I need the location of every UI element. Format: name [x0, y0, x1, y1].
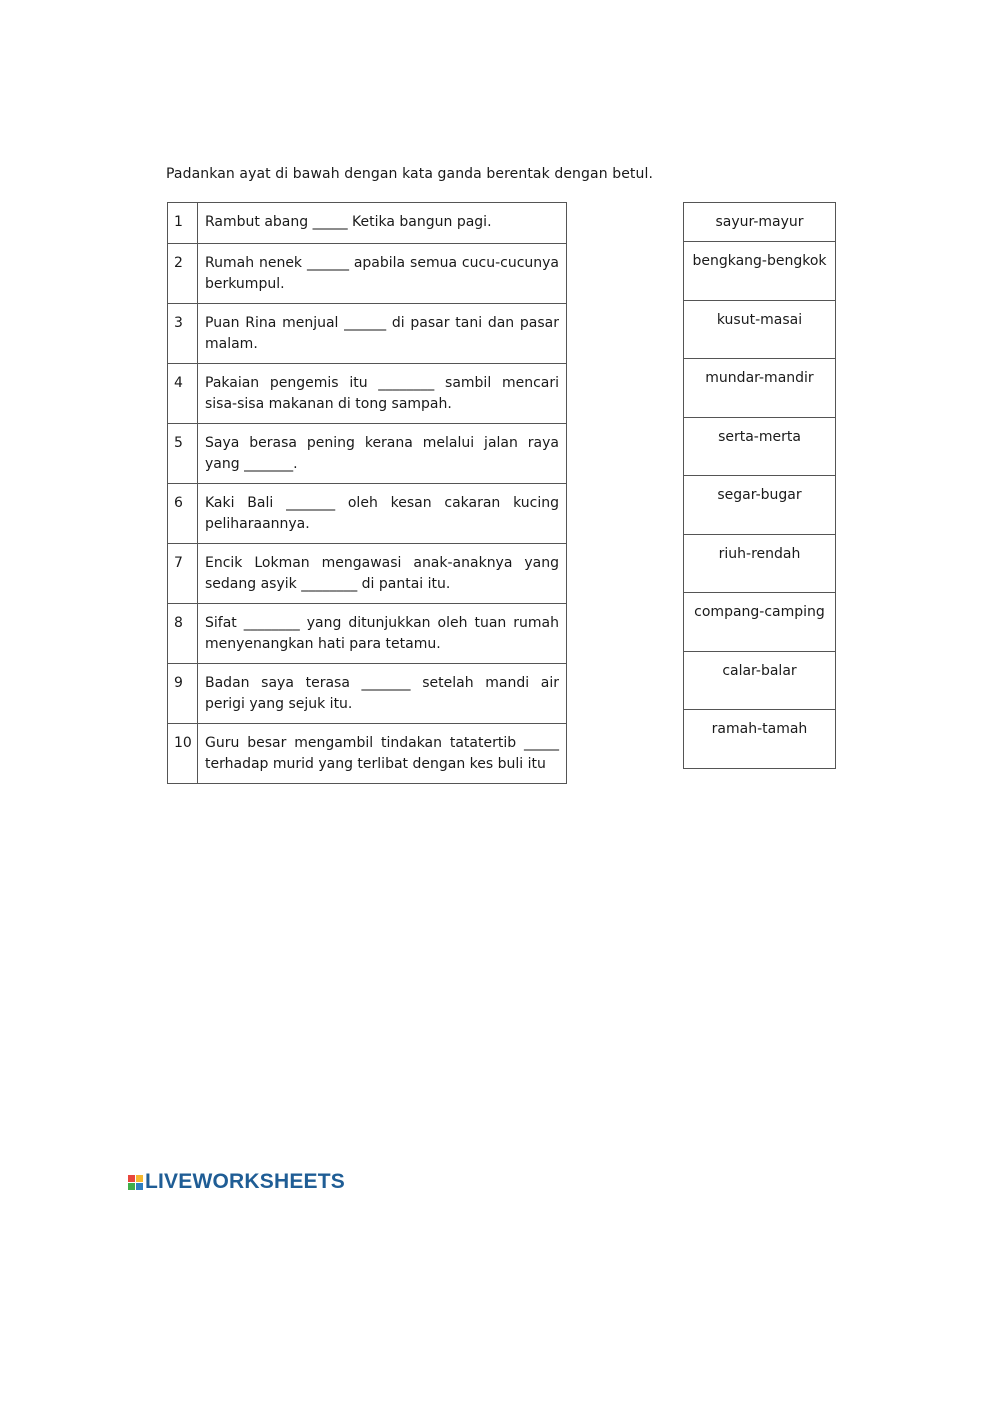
answer-option[interactable]: compang-camping	[684, 593, 836, 652]
question-row	[168, 304, 567, 364]
question-row	[168, 484, 567, 544]
question-number: 9	[168, 664, 198, 724]
logo-square-green	[128, 1183, 135, 1190]
question-text: Puan Rina menjual ______ di pasar tani dan pasar malam.	[198, 304, 567, 364]
question-text: Kaki Bali _______ oleh kesan cakaran kucing peliharaannya.	[198, 484, 567, 544]
liveworksheets-logo	[128, 1170, 345, 1194]
logo-square-red	[128, 1175, 135, 1182]
question-text: Encik Lokman mengawasi anak-anaknya yang sedang asyik ________ di pantai itu.	[198, 544, 567, 604]
question-text: Guru besar mengambil tindakan tatatertib _____ terhadap murid yang terlibat dengan kes buli itu	[198, 724, 567, 784]
question-row	[168, 244, 567, 304]
logo-icon	[128, 1175, 143, 1190]
question-row	[168, 724, 567, 784]
question-number: 3	[168, 304, 198, 364]
question-row	[168, 203, 567, 244]
answer-option[interactable]: riuh-rendah	[684, 534, 836, 593]
logo-square-blue	[136, 1183, 143, 1190]
answer-row	[684, 242, 836, 301]
answer-row	[684, 417, 836, 476]
answer-option[interactable]: segar-bugar	[684, 476, 836, 535]
question-row	[168, 364, 567, 424]
questions-table	[167, 202, 567, 784]
question-number: 7	[168, 544, 198, 604]
question-number: 8	[168, 604, 198, 664]
logo-square-yellow	[136, 1175, 143, 1182]
question-number: 2	[168, 244, 198, 304]
answer-row	[684, 534, 836, 593]
question-number: 10	[168, 724, 198, 784]
answer-row	[684, 710, 836, 769]
question-text: Rumah nenek ______ apabila semua cucu-cucunya berkumpul.	[198, 244, 567, 304]
question-text: Badan saya terasa _______ setelah mandi air perigi yang sejuk itu.	[198, 664, 567, 724]
instruction-text: Padankan ayat di bawah dengan kata ganda berentak dengan betul.	[166, 166, 654, 182]
answers-table	[683, 202, 836, 769]
answer-option[interactable]: serta-merta	[684, 417, 836, 476]
question-text: Saya berasa pening kerana melalui jalan raya yang _______.	[198, 424, 567, 484]
answer-option[interactable]: sayur-mayur	[684, 203, 836, 242]
answer-row	[684, 203, 836, 242]
question-number: 1	[168, 203, 198, 244]
question-row	[168, 424, 567, 484]
question-text: Sifat ________ yang ditunjukkan oleh tuan rumah menyenangkan hati para tetamu.	[198, 604, 567, 664]
answer-row	[684, 476, 836, 535]
answer-option[interactable]: calar-balar	[684, 651, 836, 710]
answer-row	[684, 359, 836, 418]
answer-option[interactable]: mundar-mandir	[684, 359, 836, 418]
question-text: Rambut abang _____ Ketika bangun pagi.	[198, 203, 567, 244]
question-number: 5	[168, 424, 198, 484]
answer-row	[684, 651, 836, 710]
answer-row	[684, 593, 836, 652]
question-row	[168, 544, 567, 604]
logo-text: LIVEWORKSHEETS	[145, 1170, 345, 1193]
question-row	[168, 604, 567, 664]
answer-option[interactable]: kusut-masai	[684, 300, 836, 359]
question-number: 6	[168, 484, 198, 544]
answer-option[interactable]: ramah-tamah	[684, 710, 836, 769]
answer-option[interactable]: bengkang-bengkok	[684, 242, 836, 301]
question-row	[168, 664, 567, 724]
question-number: 4	[168, 364, 198, 424]
question-text: Pakaian pengemis itu ________ sambil mencari sisa-sisa makanan di tong sampah.	[198, 364, 567, 424]
answer-row	[684, 300, 836, 359]
